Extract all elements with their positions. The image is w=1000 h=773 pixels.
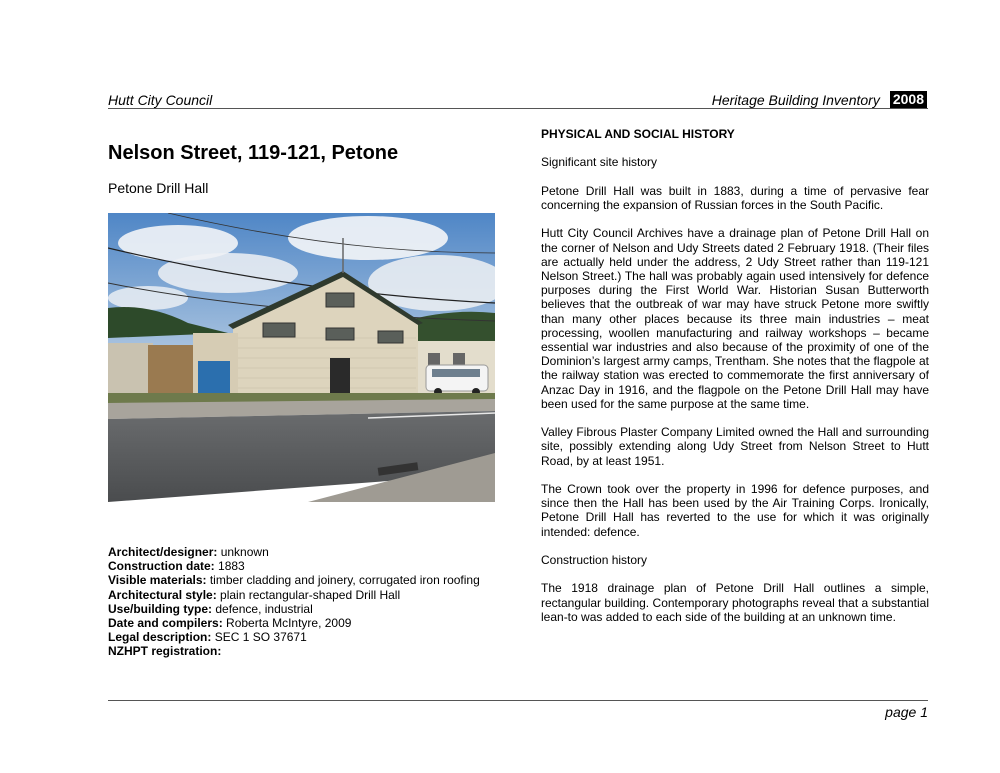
header-right (712, 91, 927, 108)
history-paragraph: Hutt City Council Archives have a drainage plan of Petone Drill Hall on the corner of Nelson and Udy Streets dated 2 February 1918. (Their files are actually held under the address, 2 Udy Street rather than 119-121 Nelson Street.) The hall was probably again used intensively for defence purposes during the First World War. Historian Susan Butterworth believes that the outbreak of war may have struck Petone more swiftly than many other places because its three main industries – meat processing, woollen manufacturing and railway workshops – became essential war industries and also because of the proximity of one of the Dominion’s largest army camps, Trentham. She notes that the flagpole at the railway station was erected to commemorate the first anniversary of Anzac Day in 1916, and the flagpole on the Petone Drill Hall may have been used for the same purpose at the same time. (541, 226, 929, 411)
meta-row-use (108, 602, 495, 616)
meta-row-construction-date (108, 559, 495, 573)
meta-row-legal (108, 630, 495, 644)
header-inventory: Heritage Building Inventory (711, 91, 880, 108)
history-paragraph: Valley Fibrous Plaster Company Limited owned the Hall and surrounding site, possibly extending along Udy Street from Nelson Street to Hutt Road, by at least 1951. (541, 425, 929, 468)
meta-value: plain rectangular-shaped Drill Hall (220, 587, 401, 602)
meta-label: Use/building type: (108, 601, 213, 616)
history-paragraph: Petone Drill Hall was built in 1883, during a time of pervasive fear concerning the expansion of Russian forces in the South Pacific. (541, 183, 929, 212)
site-history-subheading: Significant site history (541, 155, 658, 170)
meta-value: timber cladding and joinery, corrugated iron roofing (209, 573, 480, 588)
meta-row-materials (108, 573, 495, 587)
history-paragraph: The Crown took over the property in 1996 for defence purposes, and since then the Hall has been used by the Air Training Corps. Ironically, Petone Drill Hall has reverted to the use for which it was originally intended: defence. (541, 482, 929, 539)
page-subtitle: Petone Drill Hall (108, 180, 209, 196)
meta-label: NZHPT registration: (108, 644, 222, 659)
meta-label: Date and compilers: (108, 616, 223, 631)
meta-value: Roberta McIntyre, 2009 (226, 616, 352, 631)
meta-value: unknown (220, 545, 269, 559)
header-rule (108, 108, 928, 109)
meta-value: 1883 (218, 559, 245, 574)
meta-label: Visible materials: (108, 573, 207, 588)
meta-value: defence, industrial (215, 601, 313, 616)
meta-row-nzhpt (108, 644, 495, 658)
building-metadata (108, 545, 495, 659)
construction-history-subheading: Construction history (541, 553, 648, 567)
construction-paragraph: The 1918 drainage plan of Petone Drill Hall outlines a simple, rectangular building. Contemporary photographs reveal that a substantial lean-to was added to each side of the building at an unknown time. (541, 581, 929, 624)
meta-row-architect (108, 545, 495, 559)
header-org: Hutt City Council (108, 92, 213, 108)
header-year-badge: 2008 (890, 91, 927, 108)
page-title: Nelson Street, 119-121, Petone (108, 142, 399, 164)
page-number: page 1 (885, 704, 928, 720)
history-column (541, 127, 929, 638)
meta-row-style (108, 588, 495, 602)
section-heading: PHYSICAL AND SOCIAL HISTORY (541, 127, 735, 141)
footer-rule (108, 700, 928, 701)
meta-label: Construction date: (108, 559, 215, 574)
meta-row-compilers (108, 616, 495, 630)
meta-label: Architectural style: (108, 587, 217, 602)
meta-value: SEC 1 SO 37671 (214, 630, 307, 645)
building-photo-illustration (108, 213, 495, 502)
building-photo (108, 213, 495, 502)
meta-label: Legal description: (108, 630, 212, 645)
meta-label: Architect/designer: (108, 545, 218, 559)
